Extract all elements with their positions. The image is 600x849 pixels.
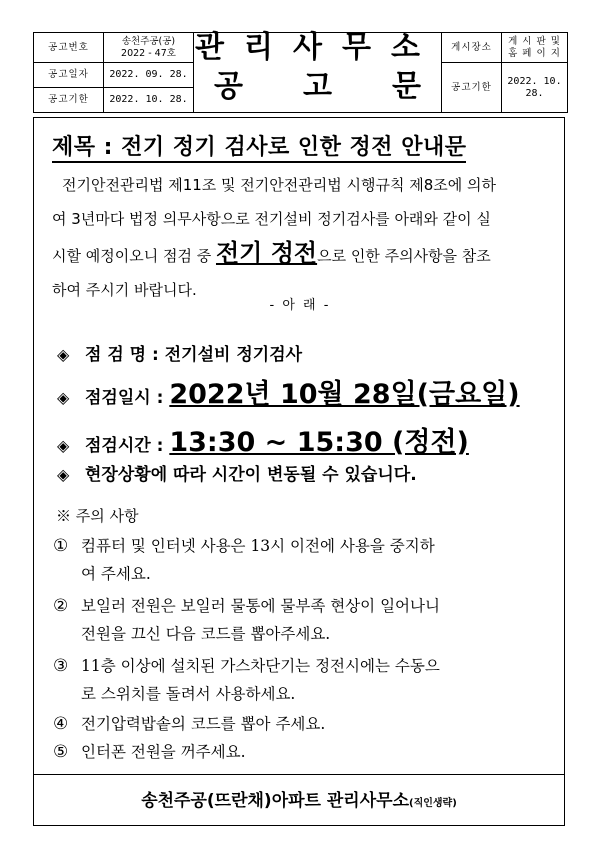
posting-place-value: 게 시 판 및 홈 페 이 지 [502, 33, 568, 63]
seal-omitted-note: (직인생략) [409, 798, 457, 809]
issuer-footer [33, 774, 565, 826]
notice-number-label: 공고번호 [34, 33, 104, 63]
precaution-3-line-1: 11층 이상에 설치된 가스차단기는 정전시에는 수동으 [81, 657, 440, 675]
body-line-1: 전기안전관리법 제11조 및 전기안전관리법 시행규칙 제8조에 의하 [62, 176, 496, 194]
notice-deadline-value-right: 2022. 10. 28. [502, 63, 568, 113]
body-line-2: 여 3년마다 법정 의무사항으로 전기설비 정기검사를 아래와 같이 실 [52, 210, 491, 228]
inspection-time-value: 13:30 ~ 15:30 (정전) [169, 427, 469, 458]
office-title: 관리사무소 [195, 29, 440, 65]
circled-number-3: ③ [53, 656, 69, 676]
circled-number-2: ② [53, 596, 69, 616]
precaution-item-1 [53, 532, 563, 588]
diamond-bullet-icon: ◈ [57, 436, 70, 455]
notice-number-value: 송천주공(공) 2022 - 47호 [104, 33, 194, 63]
inspection-date-item [57, 372, 520, 411]
precaution-5-line-1: 인터폰 전원을 꺼주세요. [81, 743, 246, 761]
notice-word [194, 63, 442, 113]
notice-char-1: 공 [214, 69, 243, 105]
notice-char-2: 고 [303, 69, 332, 105]
precaution-item-5 [53, 738, 563, 766]
notice-body [52, 168, 552, 307]
inspection-date-value: 2022년 10월 28일(금요일) [169, 379, 520, 410]
inspection-date-label: 점검일시 : [85, 388, 170, 408]
inspection-time-label: 점검시간 : [85, 436, 170, 456]
body-line-3-post: 으로 인한 주의사항을 참조 [317, 247, 491, 265]
notice-char-3: 문 [392, 69, 421, 105]
posting-place-label: 게시장소 [442, 33, 502, 63]
precaution-1-line-1: 컴퓨터 및 인터넷 사용은 13시 이전에 사용을 중지하 [81, 537, 435, 555]
precautions-heading: ※ 주의 사항 [56, 507, 139, 525]
body-line-3-pre: 시할 예정이오니 점검 중 [52, 247, 216, 265]
notice-date-value: 2022. 09. 28. [104, 63, 194, 88]
notice-deadline-label: 공고기한 [34, 88, 104, 113]
inspection-time-item [57, 420, 469, 459]
title-prefix: 제목 : [52, 135, 121, 163]
circled-number-5: ⑤ [53, 742, 69, 762]
body-line-3 [52, 236, 552, 273]
schedule-change-notice [57, 460, 417, 485]
schedule-change-text: 현장상황에 따라 시간이 변동될 수 있습니다. [85, 465, 417, 485]
notice-header-table [33, 29, 568, 113]
circled-number-1: ① [53, 536, 69, 556]
notice-date-label: 공고일자 [34, 63, 104, 88]
power-outage-emphasis: 전기 정전 [215, 239, 318, 267]
inspection-name-label: 점 검 명 : [85, 345, 165, 365]
circled-number-4: ④ [53, 714, 69, 734]
precaution-item-4 [53, 710, 563, 738]
below-marker: - 아 래 - [269, 298, 331, 313]
diamond-bullet-icon: ◈ [57, 345, 70, 364]
title-text: 전기 정기 검사로 인한 정전 안내문 [121, 135, 466, 163]
precaution-3-line-2: 로 스위치를 돌려서 사용하세요. [81, 685, 296, 703]
precaution-2-line-1: 보일러 전원은 보일러 물통에 물부족 현상이 일어나니 [81, 597, 440, 615]
diamond-bullet-icon: ◈ [57, 465, 70, 484]
notice-title [52, 130, 466, 161]
inspection-name-value: 전기설비 정기검사 [164, 345, 303, 365]
precaution-item-2 [53, 592, 563, 648]
notice-deadline-value: 2022. 10. 28. [104, 88, 194, 113]
body-line-4: 하여 주시기 바랍니다. [52, 281, 197, 299]
inspection-name-item [57, 340, 302, 365]
diamond-bullet-icon: ◈ [57, 388, 70, 407]
issuer-name: 송천주공(뜨란채)아파트 관리사무소 [141, 791, 409, 811]
precaution-1-line-2: 여 주세요. [81, 565, 151, 583]
precaution-item-3 [53, 652, 563, 708]
precaution-4-line-1: 전기압력밥솥의 코드를 뽑아 주세요. [81, 715, 326, 733]
notice-deadline-label-right: 공고기한 [442, 63, 502, 113]
precaution-2-line-2: 전원을 끄신 다음 코드를 뽑아주세요. [81, 625, 331, 643]
